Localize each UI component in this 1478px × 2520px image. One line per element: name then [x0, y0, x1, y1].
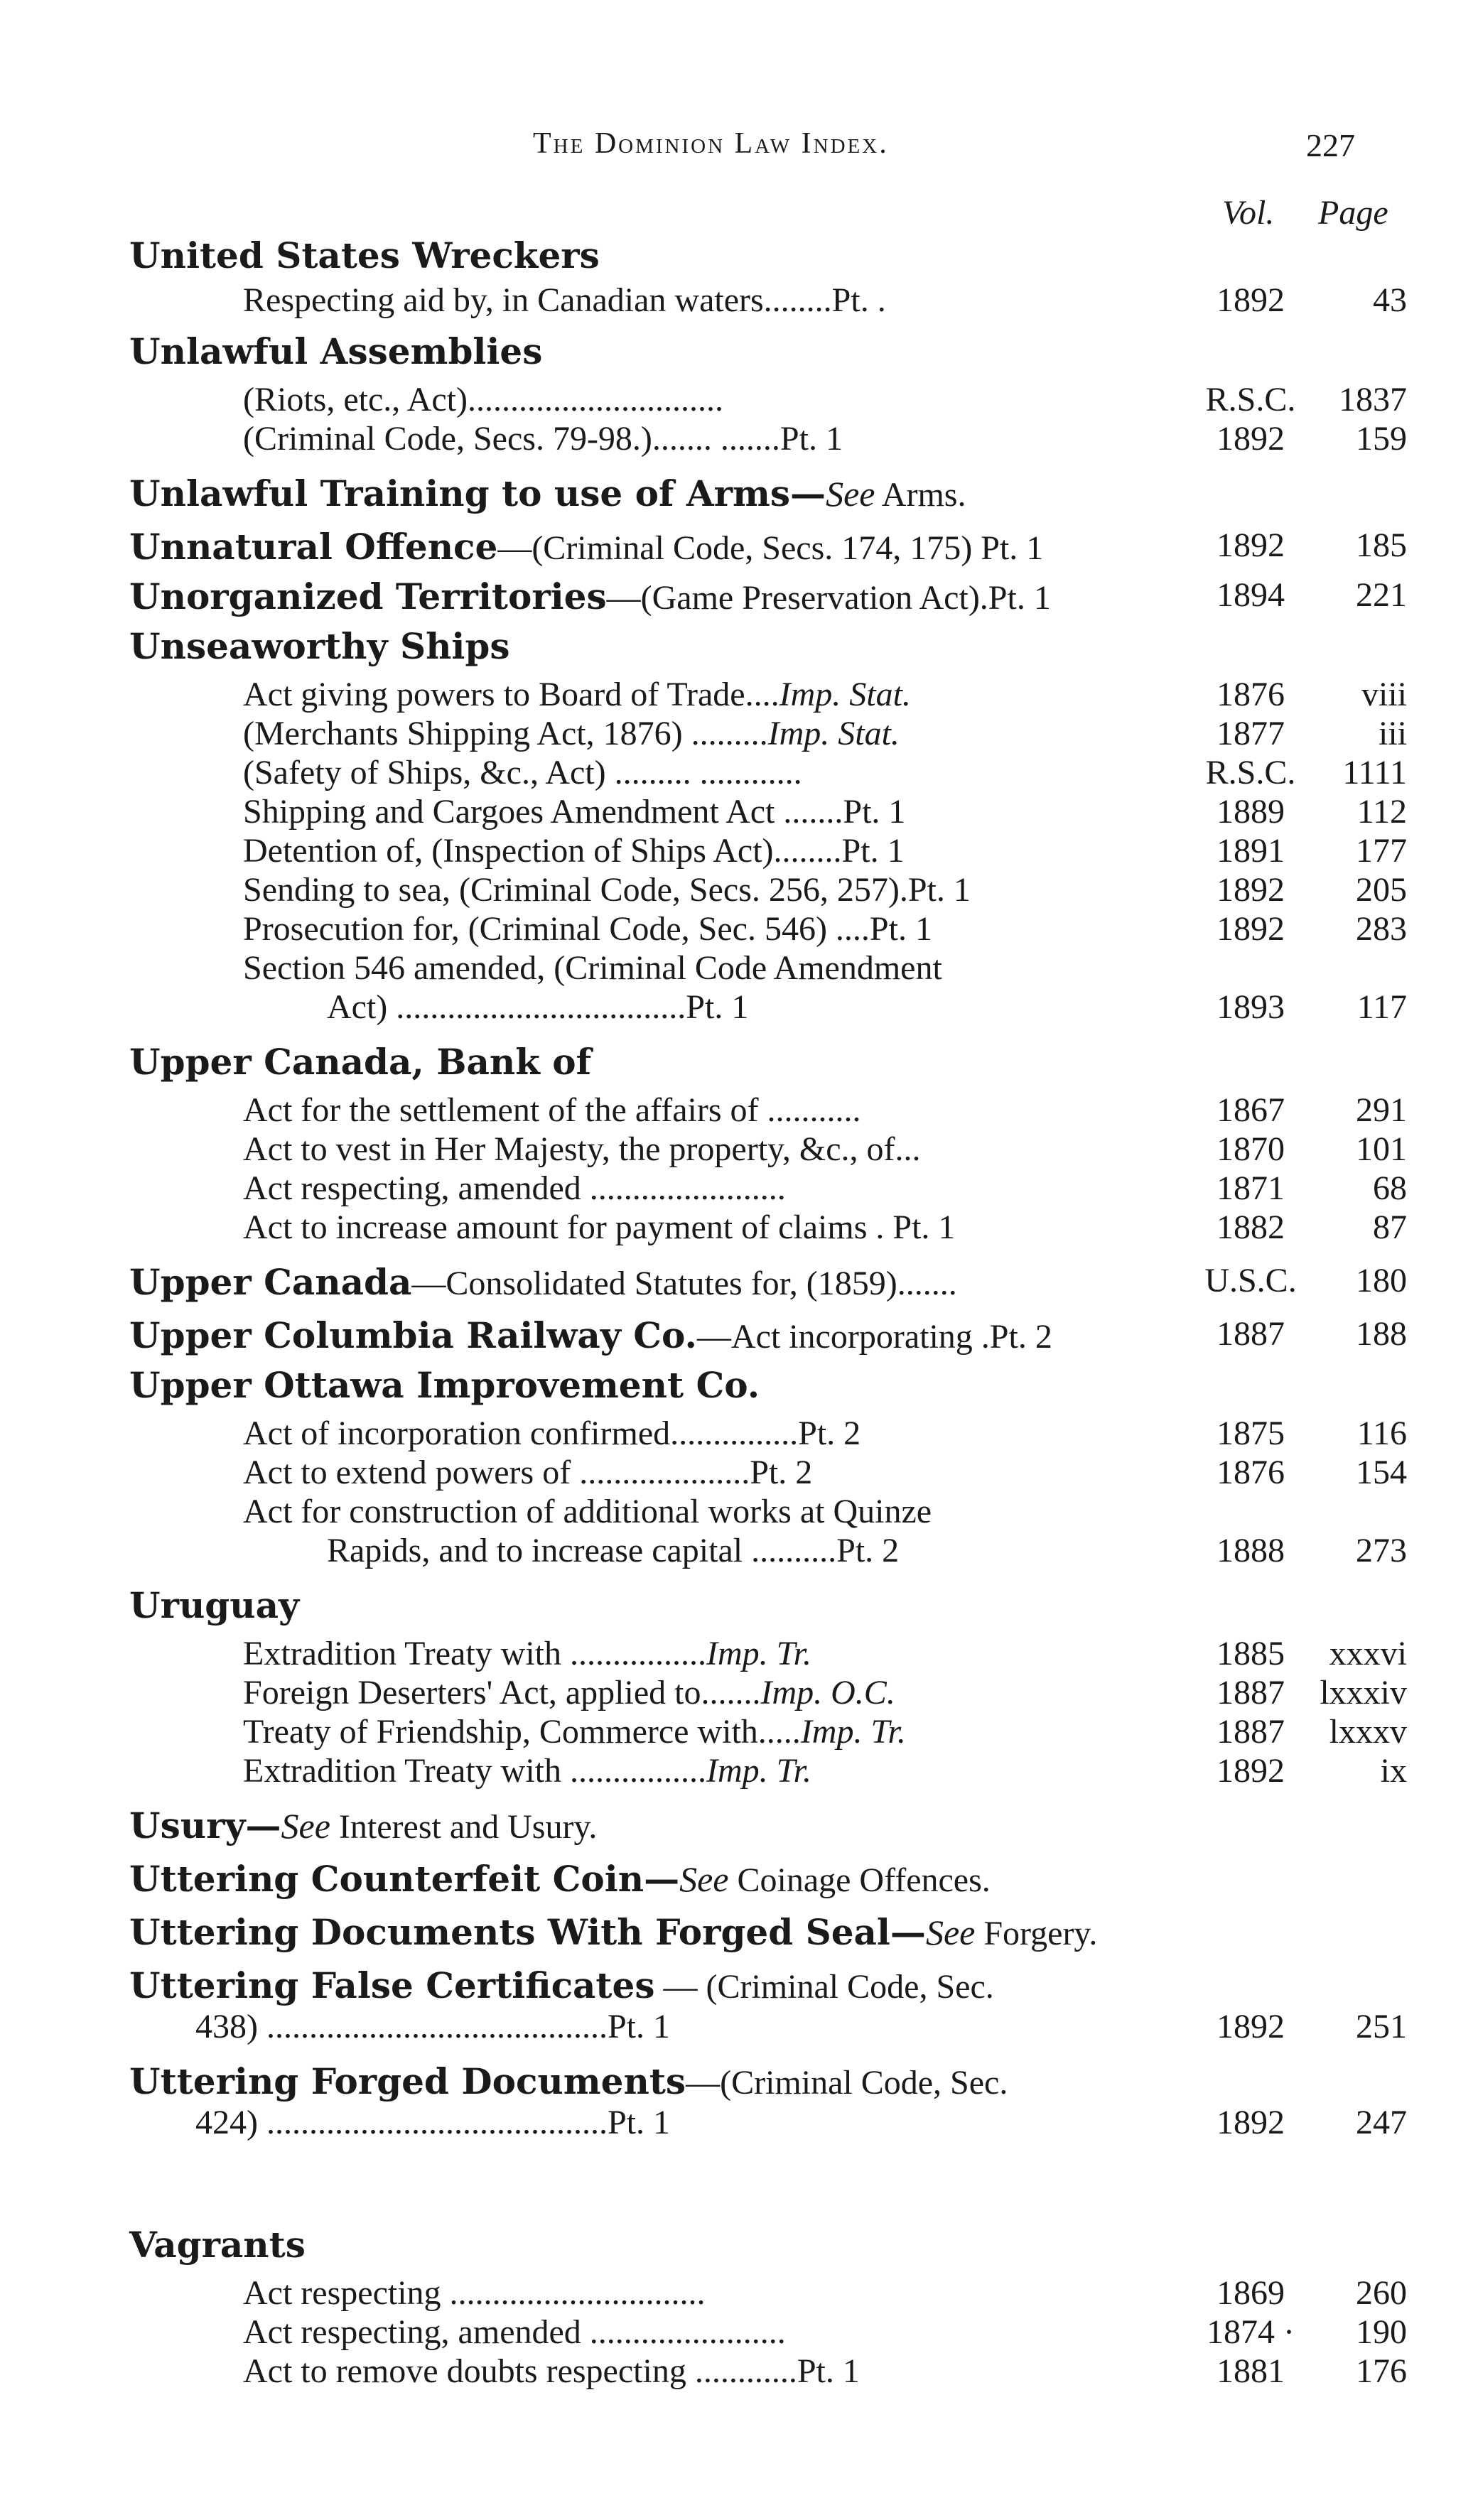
index-heading — [129, 2224, 1138, 2266]
index-heading — [129, 1261, 1138, 1303]
subentry-text: Act respecting, amended ....................... — [243, 1169, 786, 1207]
heading-term: Usury— — [129, 1805, 281, 1846]
volume-value: 1892 — [1217, 526, 1285, 564]
subentry — [243, 419, 1138, 458]
page-value: 260 — [1356, 2274, 1407, 2312]
volume-value: 1891 — [1217, 832, 1285, 870]
page-value: 188 — [1356, 1315, 1407, 1353]
index-heading — [129, 1364, 1138, 1406]
index-heading — [129, 2060, 1138, 2102]
index-heading — [129, 1584, 1138, 1626]
index-heading — [129, 1964, 1138, 2006]
subentry-text: Act) ..................................Pt. 1 — [327, 988, 749, 1026]
page-value: 87 — [1373, 1208, 1407, 1246]
heading-term: Upper Canada — [129, 1261, 412, 1303]
heading-description: Arms. — [875, 476, 966, 514]
subentry — [243, 1414, 1138, 1453]
heading-description: —(Criminal Code, Sec. — [686, 2064, 1008, 2102]
index-heading — [129, 1041, 1138, 1083]
volume-value: 1888 — [1217, 1532, 1285, 1569]
volume-value: 1876 — [1217, 1454, 1285, 1491]
index-heading — [129, 1314, 1138, 1356]
page-value: 101 — [1356, 1130, 1407, 1168]
page-value: 205 — [1356, 871, 1407, 909]
subentry — [243, 753, 1138, 792]
subentry-text: Act to increase amount for payment of claims . Pt. 1 — [243, 1208, 956, 1246]
page-value: 221 — [1356, 576, 1407, 614]
page-value: lxxxiv — [1320, 1674, 1407, 1711]
volume-value: 1887 — [1217, 1674, 1285, 1711]
see-reference: See — [925, 1913, 976, 1952]
volume-value: 1894 — [1217, 576, 1285, 614]
index-heading — [129, 575, 1138, 617]
subentry-text: Detention of, (Inspection of Ships Act)........Pt. 1 — [243, 832, 905, 870]
page-value: 154 — [1356, 1454, 1407, 1491]
heading-term: Unnatural Offence — [129, 526, 498, 568]
subentry — [243, 1130, 1138, 1169]
subentry — [243, 2273, 1138, 2313]
heading-term: Uttering False Certificates — [129, 1964, 655, 2006]
volume-value: 1892 — [1217, 2008, 1285, 2045]
subentry — [243, 1673, 1138, 1712]
volume-value: 1869 — [1217, 2274, 1285, 2312]
subentry — [243, 380, 1138, 419]
index-heading — [129, 526, 1138, 568]
subentry — [243, 1169, 1138, 1208]
page-value: iii — [1378, 715, 1407, 752]
subentry-text: Extradition Treaty with ................ — [243, 1635, 706, 1672]
subentry-text: Act for the settlement of the affairs of ........... — [243, 1091, 861, 1129]
heading-description: —Act incorporating .Pt. 2 — [696, 1318, 1052, 1356]
heading-description: —(Criminal Code, Secs. 174, 175) Pt. 1 — [497, 529, 1044, 567]
subentry-text: (Merchants Shipping Act, 1876) ......... — [243, 715, 768, 752]
heading-term: Uttering Forged Documents — [129, 2060, 686, 2102]
subentry-text: Act respecting .............................. — [243, 2274, 706, 2312]
page-value: 116 — [1356, 1415, 1407, 1452]
subentry — [243, 909, 1138, 948]
heading-term: Unseaworthy Ships — [129, 625, 510, 667]
source-type: Imp. Tr. — [800, 1713, 906, 1751]
page-value: 117 — [1356, 988, 1407, 1026]
page-value: 251 — [1356, 2008, 1407, 2045]
volume-value: R.S.C. — [1205, 754, 1296, 791]
subentry-text: Foreign Deserters' Act, applied to....... — [243, 1674, 761, 1711]
page-value: lxxxv — [1329, 1713, 1407, 1751]
source-type: Imp. Tr. — [706, 1752, 812, 1790]
heading-term: United States Wreckers — [129, 234, 600, 276]
subentry-text: Prosecution for, (Criminal Code, Sec. 546) ....Pt. 1 — [243, 910, 932, 948]
page-value: 247 — [1356, 2104, 1407, 2141]
volume-value: 1875 — [1217, 1415, 1285, 1452]
index-heading — [129, 1858, 1138, 1900]
subentry — [243, 792, 1138, 831]
subentry — [243, 1751, 1138, 1790]
heading-term: Unlawful Training to use of Arms— — [129, 472, 826, 514]
heading-description: Forgery. — [975, 1915, 1098, 1952]
subentry — [243, 1091, 1138, 1130]
subentry-text: Respecting aid by, in Canadian waters........Pt. . — [243, 281, 886, 319]
subentry-text: Treaty of Friendship, Commerce with..... — [243, 1713, 801, 1751]
subentry — [243, 2352, 1138, 2391]
subentry-text: Act of incorporation confirmed...............Pt. 2 — [243, 1415, 861, 1452]
page-value: xxxvi — [1329, 1635, 1407, 1672]
page-value: viii — [1361, 676, 1407, 713]
page-value: 180 — [1356, 1262, 1407, 1299]
index-heading — [129, 1805, 1138, 1846]
page-value: 190 — [1356, 2313, 1407, 2351]
page-column-heading: Page — [1318, 194, 1388, 232]
volume-value: 1892 — [1217, 420, 1285, 458]
page-value: ix — [1380, 1752, 1407, 1790]
heading-term: Uruguay — [129, 1584, 300, 1626]
heading-description: —(Game Preservation Act).Pt. 1 — [606, 579, 1051, 617]
subentry — [243, 2313, 1138, 2352]
heading-continuation: 438) ........................................Pt. 1 — [195, 2008, 671, 2045]
running-header: The Dominion Law Index. — [533, 127, 889, 160]
subentry — [243, 714, 1138, 753]
volume-value: 1893 — [1217, 988, 1285, 1026]
subentry-text: (Criminal Code, Secs. 79-98.)....... .......Pt. 1 — [243, 420, 843, 458]
subentry — [243, 1208, 1138, 1247]
volume-value: 1871 — [1217, 1169, 1285, 1207]
index-heading — [129, 1911, 1138, 1953]
volume-value: 1876 — [1217, 676, 1285, 713]
volume-value: 1885 — [1217, 1635, 1285, 1672]
subentry — [243, 1453, 1138, 1492]
subentry-text: Section 546 amended, (Criminal Code Amendment — [243, 949, 942, 987]
source-type: Imp. Stat. — [767, 715, 900, 752]
see-reference: See — [679, 1859, 729, 1899]
subentry-text: Act for construction of additional works at Quinze — [243, 1493, 932, 1530]
subentry-text: Act to remove doubts respecting ............Pt. 1 — [243, 2352, 860, 2390]
see-reference: See — [281, 1806, 330, 1846]
source-type: Imp. Tr. — [706, 1635, 812, 1672]
subentry — [243, 281, 1138, 320]
volume-value: 1887 — [1217, 1315, 1285, 1353]
page-value: 1111 — [1342, 754, 1407, 791]
volume-value: 1881 — [1217, 2352, 1285, 2390]
volume-value: 1889 — [1217, 793, 1285, 831]
page-value: 177 — [1356, 832, 1407, 870]
page-value: 159 — [1356, 420, 1407, 458]
volume-value: 1887 — [1217, 1713, 1285, 1751]
page-value: 43 — [1373, 281, 1407, 319]
heading-term: Vagrants — [129, 2224, 306, 2266]
page-value: 273 — [1356, 1532, 1407, 1569]
page-value: 1837 — [1339, 381, 1407, 418]
subentry-text: Shipping and Cargoes Amendment Act .......Pt. 1 — [243, 793, 906, 831]
subentry — [243, 1712, 1138, 1751]
subentry-continuation — [327, 1531, 1138, 1570]
subentry-text: (Riots, etc., Act).............................. — [243, 381, 723, 418]
volume-value: 1892 — [1217, 1752, 1285, 1790]
heading-description: Coinage Offences. — [728, 1861, 991, 1899]
volume-value: 1870 — [1217, 1130, 1285, 1168]
index-heading — [129, 330, 1138, 372]
heading-term: Uttering Documents With Forged Seal— — [129, 1911, 926, 1953]
subentry-text: (Safety of Ships, &c., Act) ......... ............ — [243, 754, 802, 791]
heading-term: Unlawful Assemblies — [129, 330, 543, 372]
volume-value: 1892 — [1217, 281, 1285, 319]
volume-value: 1877 — [1217, 715, 1285, 752]
subentry-continuation — [327, 988, 1138, 1027]
volume-value: 1867 — [1217, 1091, 1285, 1129]
subentry — [243, 675, 1138, 714]
page-value: 176 — [1356, 2352, 1407, 2390]
index-heading — [129, 625, 1138, 667]
source-type: Imp. Stat. — [779, 676, 911, 713]
page-value: 291 — [1356, 1091, 1407, 1129]
subentry-text: Act giving powers to Board of Trade.... — [243, 676, 780, 713]
subentry-text: Act to extend powers of ....................Pt. 2 — [243, 1454, 813, 1491]
subentry-text: Act to vest in Her Majesty, the property, &c., of... — [243, 1130, 921, 1168]
volume-value: R.S.C. — [1205, 381, 1296, 418]
volume-value: 1882 — [1217, 1208, 1285, 1246]
index-heading — [129, 234, 1138, 276]
subentry-text: Extradition Treaty with ................ — [243, 1752, 706, 1790]
vol-column-heading: Vol. — [1222, 194, 1275, 232]
subentry — [243, 831, 1138, 870]
page-value: 112 — [1356, 793, 1407, 831]
see-reference: See — [826, 474, 875, 514]
heading-description: —Consolidated Statutes for, (1859)....... — [411, 1265, 957, 1302]
source-type: Imp. O.C. — [760, 1674, 895, 1711]
volume-value: 1892 — [1217, 2104, 1285, 2141]
subentry-text: Sending to sea, (Criminal Code, Secs. 256, 257).Pt. 1 — [243, 871, 971, 909]
heading-term: Uttering Counterfeit Coin— — [129, 1858, 680, 1900]
heading-term: Unorganized Territories — [129, 575, 607, 617]
page-number: 227 — [1306, 127, 1355, 163]
subentry — [243, 870, 1138, 909]
subentry — [243, 1634, 1138, 1673]
volume-value: 1874 · — [1207, 2313, 1295, 2351]
volume-value: 1892 — [1217, 871, 1285, 909]
page-value: 283 — [1356, 910, 1407, 948]
heading-description: — (Criminal Code, Sec. — [654, 1968, 994, 2006]
heading-term: Upper Columbia Railway Co. — [129, 1314, 697, 1356]
subentry — [243, 948, 1138, 988]
heading-term: Upper Canada, Bank of — [129, 1041, 592, 1083]
page-value: 185 — [1356, 526, 1407, 564]
subentry-text: Act respecting, amended ....................... — [243, 2313, 786, 2351]
heading-term: Upper Ottawa Improvement Co. — [129, 1364, 760, 1406]
index-heading — [129, 472, 1138, 514]
heading-continuation: 424) ........................................Pt. 1 — [195, 2104, 671, 2141]
subentry-text: Rapids, and to increase capital ..........Pt. 2 — [327, 1532, 900, 1569]
volume-value: U.S.C. — [1204, 1262, 1297, 1299]
heading-description: Interest and Usury. — [330, 1808, 598, 1846]
volume-value: 1892 — [1217, 910, 1285, 948]
subentry — [243, 1492, 1138, 1531]
page-value: 68 — [1373, 1169, 1407, 1207]
